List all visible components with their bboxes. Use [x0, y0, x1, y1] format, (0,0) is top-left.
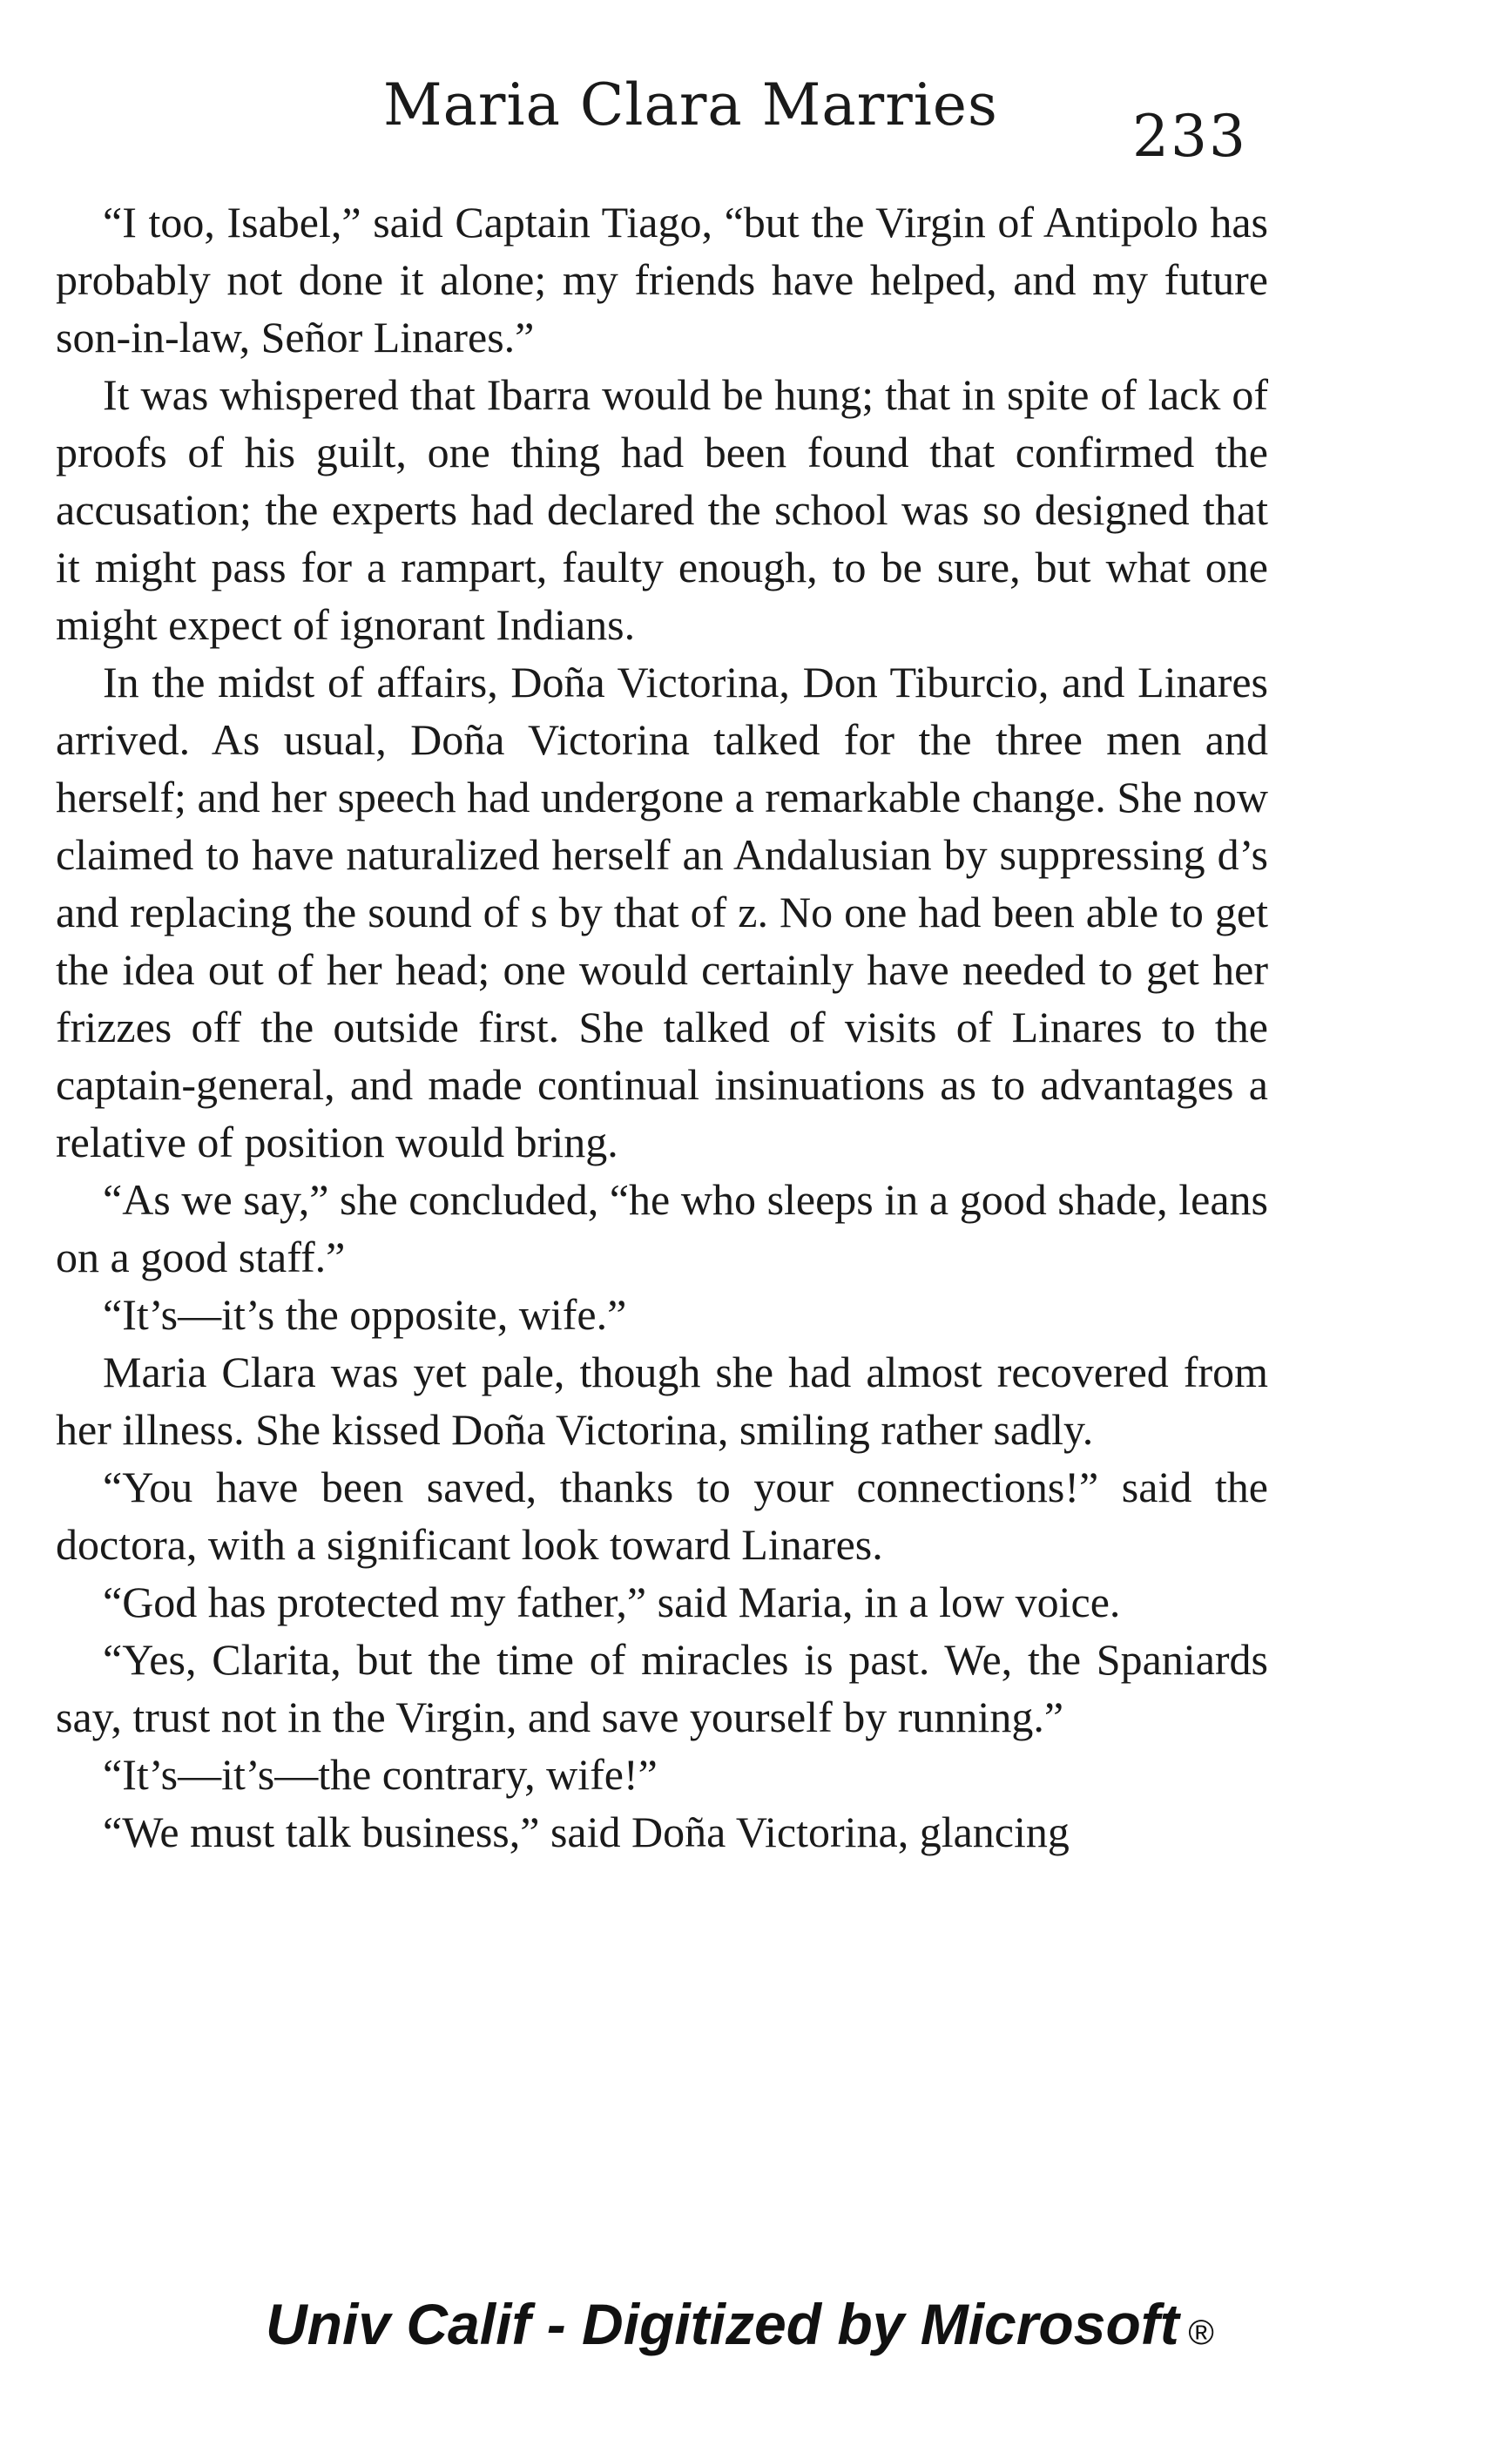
paragraph: “We must talk business,” said Doña Victorina, glancing	[103, 1807, 1070, 1856]
paragraph: “It’s—it’s the opposite, wife.”	[103, 1290, 627, 1339]
digitization-watermark	[266, 2291, 1213, 2357]
paragraph: “As we say,” she concluded, “he who sleeps in a good shade, leans on a good staff.”	[56, 1175, 1268, 1281]
paragraph: “I too, Isabel,” said Captain Tiago, “but the Virgin of Antipolo has probably not done it alone; my friends have helped, and my future son-in-law, Señor Linares.”	[56, 198, 1268, 361]
paragraph: Maria Clara was yet pale, though she had almost recovered from her illness. She kissed Doña Victorina, smiling rather sadly.	[56, 1348, 1268, 1454]
paragraph: “God has protected my father,” said Maria, in a low voice.	[103, 1578, 1121, 1626]
paragraph: “It’s—it’s—the contrary, wife!”	[103, 1750, 658, 1799]
watermark-logo-icon: ®	[1187, 2314, 1214, 2352]
paragraph: In the midst of affairs, Doña Victorina, Don Tiburcio, and Linares arrived. As usual, Doña Victorina talked for the three men and herself; and her speech had undergone a remarkable change. She now claimed to have naturalized herself an Andalusian by suppressing d’s and replacing the sound of s by that of z. No one had been able to get the idea out of her head; one would certainly have needed to get her frizzes off the outside first. She talked of visits of Linares to the captain-general, and made continual insinuations as to advantages a relative of position would bring.	[56, 658, 1268, 1166]
paragraph: “Yes, Clarita, but the time of miracles is past. We, the Spaniards say, trust not in the Virgin, and save yourself by running.”	[56, 1635, 1268, 1741]
body-text	[56, 193, 1268, 1861]
watermark-text: Univ Calif - Digitized by Microsoft	[266, 2292, 1179, 2356]
paragraph: “You have been saved, thanks to your connections!” said the doctora, with a significant look toward Linares.	[56, 1463, 1268, 1569]
paragraph: It was whispered that Ibarra would be hung; that in spite of lack of proofs of his guilt, one thing had been found that confirmed the accusation; the experts had declared the school was so designed that it might pass for a rampart, faulty enough, to be sure, but what one might expect of ignorant Indians.	[56, 370, 1268, 649]
running-title: Maria Clara Marries	[383, 71, 998, 139]
page-number: 233	[1132, 103, 1247, 170]
